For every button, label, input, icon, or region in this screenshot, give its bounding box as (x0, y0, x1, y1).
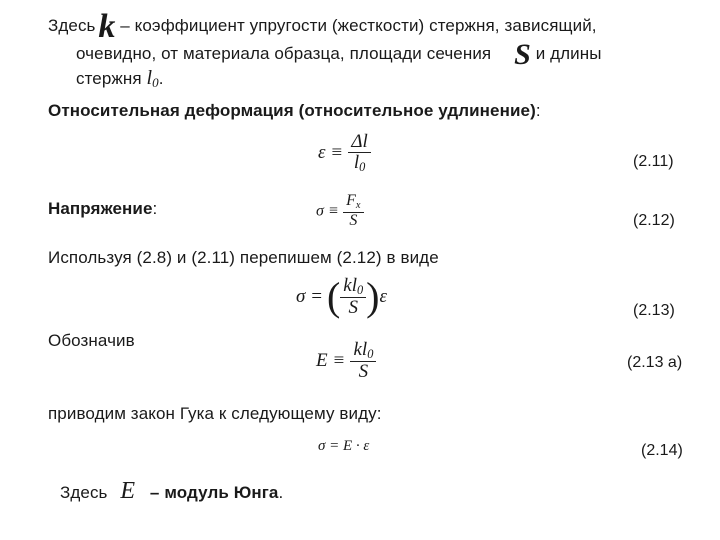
k-symbol: k (98, 8, 116, 45)
eq-2-11-fraction: $\frac{\Delta l}{l_0}$ (348, 132, 370, 174)
eq-2-13a-lhs: E ≡ (316, 349, 346, 371)
intro-line-3-text: стержня (76, 69, 142, 88)
rel-def-heading: Относительная деформация (относительное удлинение): (48, 101, 541, 120)
denoting-text: Обозначив (48, 331, 135, 350)
intro-line-1 (48, 8, 597, 45)
eq-2-14-number: (2.14) (641, 442, 683, 459)
young-modulus-label: модуль Юнга (164, 483, 279, 502)
eq-2-12 (316, 193, 364, 230)
young-dash: – (149, 483, 160, 502)
young-line: Здесь E – модуль Юнга. (60, 478, 284, 504)
S-symbol: S (514, 38, 531, 71)
intro-line-2-end: и длины (535, 44, 602, 63)
stress-label: Напряжение (48, 199, 153, 218)
left-paren: ( (326, 273, 341, 319)
intro-line-2 (76, 38, 602, 71)
intro-line-3-end: . (158, 69, 164, 88)
eq-2-11 (318, 132, 371, 174)
eq-2-13-fraction: $\frac{kl_0}{S}$ (340, 276, 366, 318)
right-paren: ) (366, 273, 380, 319)
eq-2-13 (296, 273, 387, 319)
eq-2-13a (316, 340, 376, 382)
l0-symbol: $l_0$ (146, 67, 159, 90)
intro-line-3 (76, 68, 164, 93)
intro-line-2-text: очевидно, от материала образца, площади сечения (76, 44, 492, 63)
using-text: Используя (2.8) и (2.11) перепишем (2.12) в виде (48, 248, 439, 267)
eq-2-12-lhs: σ ≡ (316, 202, 339, 220)
intro-prefix: Здесь (48, 16, 96, 35)
E-symbol: E (120, 478, 136, 504)
young-prefix: Здесь (60, 483, 108, 502)
eq-2-11-number: (2.11) (633, 153, 674, 170)
eq-2-13-number: (2.13) (633, 302, 675, 319)
hooke-text: приводим закон Гука к следующему виду: (48, 404, 382, 423)
eq-2-12-number: (2.12) (633, 212, 675, 229)
eq-2-14: σ = E · ε (318, 438, 370, 454)
stress-heading: Напряжение: (48, 199, 158, 218)
eq-2-11-lhs: ε ≡ (318, 141, 344, 163)
eq-2-13-rhs: ε (379, 285, 387, 307)
eq-2-13a-fraction: $\frac{kl_0}{S}$ (350, 340, 376, 382)
rel-def-label: Относительная деформация (относительное удлинение) (48, 101, 536, 120)
intro-line-1-rest: – коэффициент упругости (жесткости) стержня, зависящий, (120, 16, 597, 35)
eq-2-12-fraction: $\frac{F_x}{S}$ (343, 193, 363, 230)
eq-2-13-lhs: σ = (296, 285, 323, 307)
eq-2-13a-number: (2.13 а) (627, 354, 683, 371)
